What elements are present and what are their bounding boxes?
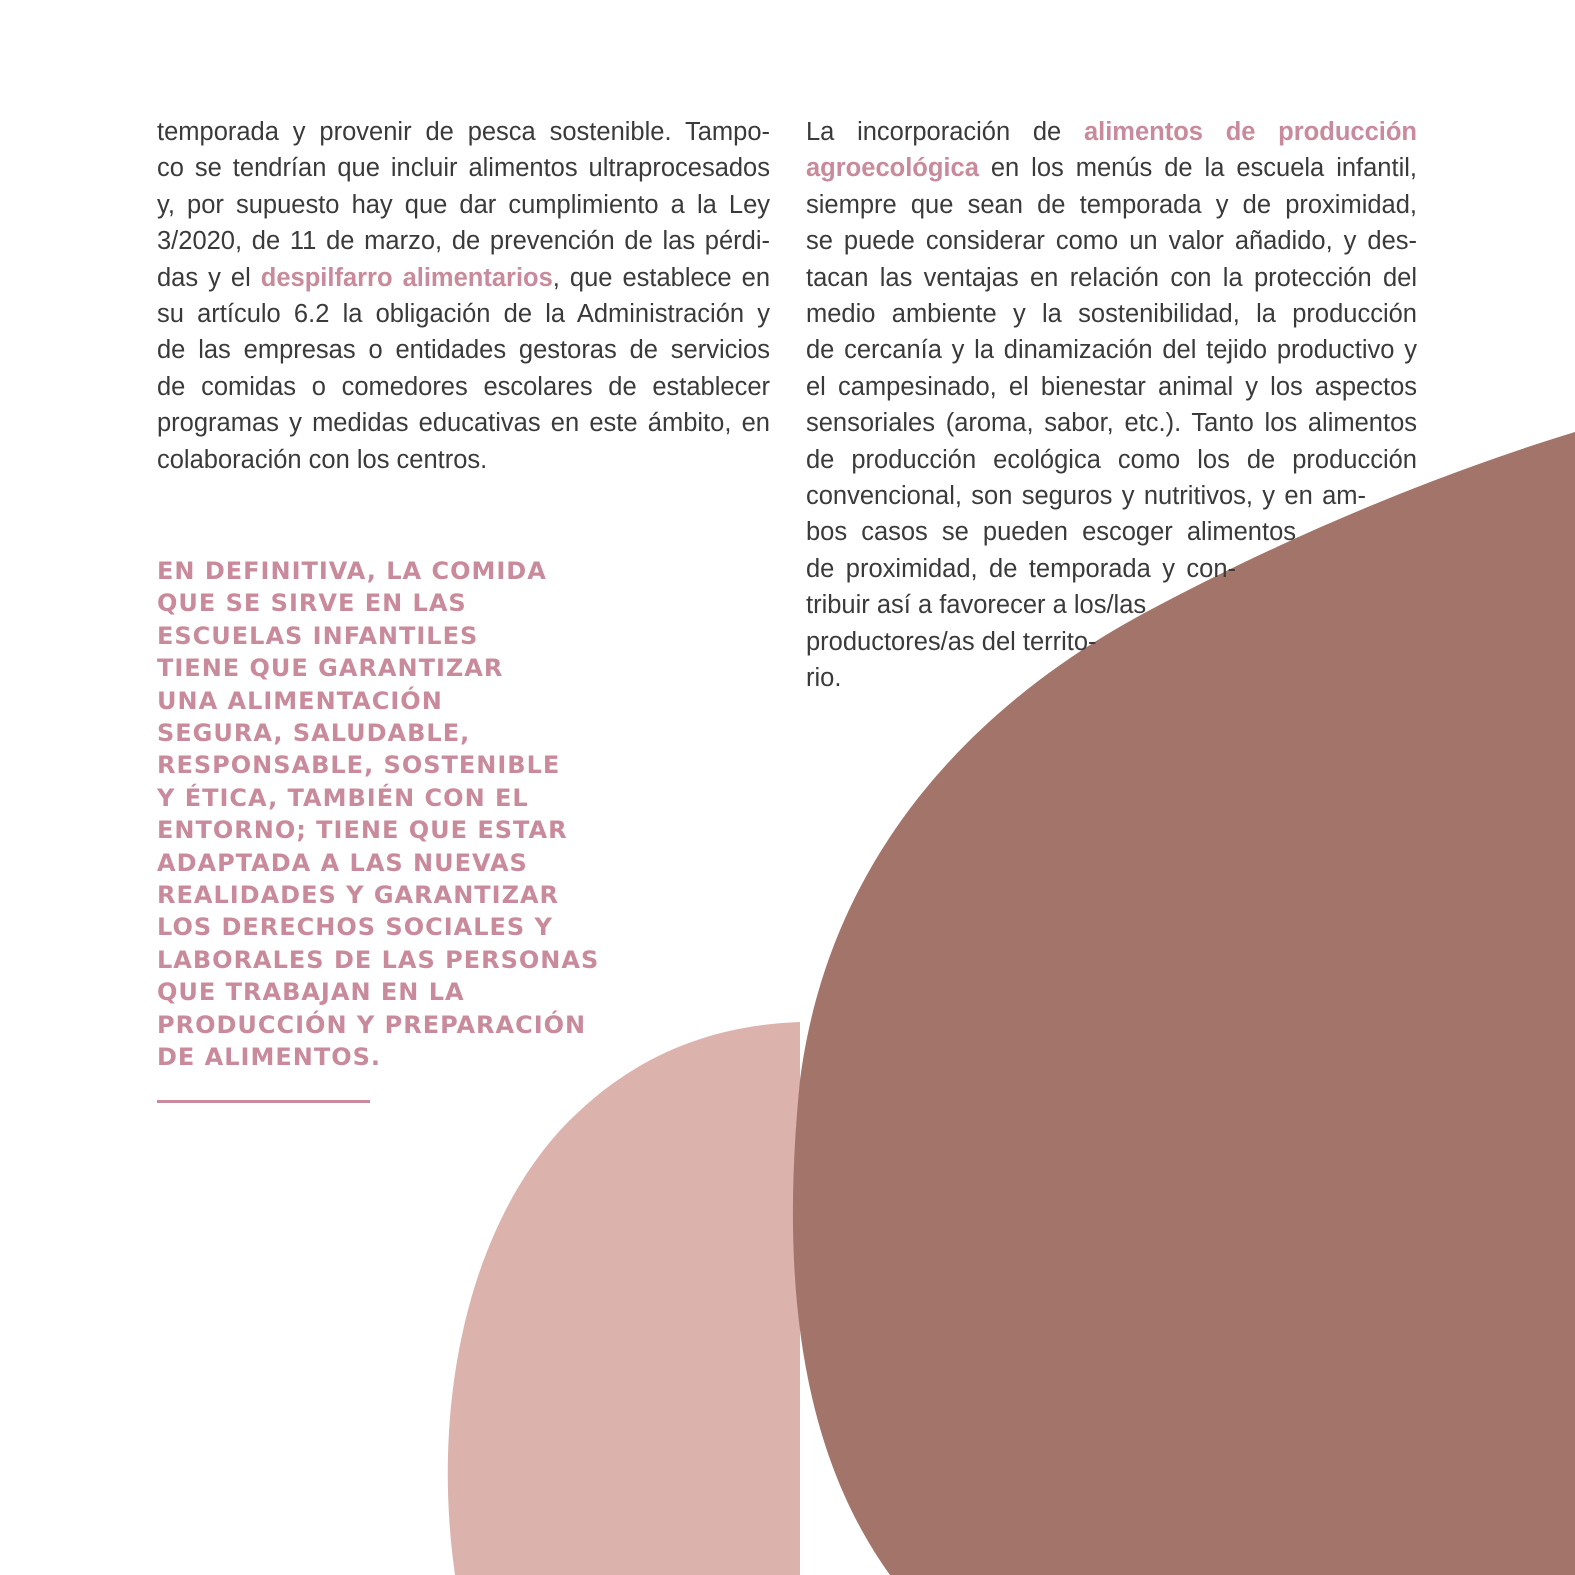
right-line-2-end: en los menús de la escuela infantil, bbox=[978, 154, 1417, 183]
pull-quote-line-2: QUE SE SIRVE EN LAS bbox=[157, 589, 467, 618]
right-line-1 bbox=[806, 114, 1417, 150]
right-line-11: convencional, son seguros y nutritivos, y en am- bbox=[806, 482, 1366, 511]
right-line-12: bos casos se pueden escoger alimentos bbox=[806, 518, 1296, 547]
left-line-3: y, por supuesto hay que dar cumplimiento a la Ley bbox=[157, 190, 770, 219]
right-line-10: de producción ecológica como los de producción bbox=[806, 445, 1417, 474]
pull-quote-line-16: DE ALIMENTOS. bbox=[157, 1043, 382, 1072]
left-line-5 bbox=[157, 260, 770, 296]
highlight-agroecologica: agroecológica bbox=[806, 154, 979, 183]
right-line-2 bbox=[806, 150, 1417, 186]
left-line-4: 3/2020, de 11 de marzo, de prevención de las pérdi- bbox=[157, 227, 770, 256]
right-line-6: medio ambiente y la sostenibilidad, la producción bbox=[806, 300, 1417, 329]
left-line-1: temporada y provenir de pesca sostenible. Tampo- bbox=[157, 118, 770, 146]
right-text-column bbox=[806, 114, 1417, 697]
left-line-7: de las empresas o entidades gestoras de servicios bbox=[157, 336, 770, 365]
left-text-column bbox=[157, 114, 770, 478]
left-line-9: programas y medidas educativas en este ámbito, en bbox=[157, 409, 770, 438]
left-line-8: de comidas o comedores escolares de establecer bbox=[157, 372, 770, 401]
highlight-despilfarro: despilfarro alimentarios bbox=[260, 263, 553, 292]
pull-quote-line-3: ESCUELAS INFANTILES bbox=[157, 621, 479, 650]
left-line-6: su artículo 6.2 la obligación de la Administración y bbox=[157, 300, 770, 329]
right-line-5: tacan las ventajas en relación con la protección del bbox=[806, 263, 1417, 292]
pull-quote-line-9: ENTORNO; TIENE QUE ESTAR bbox=[157, 816, 568, 845]
light-pink-blob bbox=[448, 1022, 800, 1575]
right-line-7: de cercanía y la dinamización del tejido productivo y bbox=[806, 336, 1417, 365]
pull-quote-line-11: REALIDADES Y GARANTIZAR bbox=[157, 881, 560, 910]
pull-quote-line-5: UNA ALIMENTACIÓN bbox=[157, 686, 443, 715]
right-line-16: rio. bbox=[806, 664, 842, 693]
left-line-5-end: , que establece en bbox=[552, 263, 770, 292]
pull-quote-line-15: PRODUCCIÓN Y PREPARACIÓN bbox=[157, 1010, 587, 1039]
pull-quote-line-1: EN DEFINITIVA, LA COMIDA bbox=[157, 557, 547, 585]
right-line-8: el campesinado, el bienestar animal y los aspectos bbox=[806, 372, 1417, 401]
right-line-4: se puede considerar como un valor añadido, y des- bbox=[806, 227, 1417, 256]
left-line-10: colaboración con los centros. bbox=[157, 445, 488, 474]
pull-quote-line-8: Y ÉTICA, TAMBIÉN CON EL bbox=[157, 783, 529, 812]
pull-quote-line-12: LOS DERECHOS SOCIALES Y bbox=[157, 913, 553, 942]
pull-quote-line-6: SEGURA, SALUDABLE, bbox=[157, 719, 471, 748]
right-line-13: de proximidad, de temporada y con- bbox=[806, 554, 1236, 583]
highlight-alimentos-produccion: alimentos de producción bbox=[1083, 118, 1417, 146]
left-line-5-start: das y el bbox=[157, 263, 261, 292]
pull-quote-line-10: ADAPTADA A LAS NUEVAS bbox=[157, 848, 528, 877]
pull-quote bbox=[157, 555, 600, 1074]
pull-quote-line-14: QUE TRABAJAN EN LA bbox=[157, 978, 465, 1007]
right-line-9: sensoriales (aroma, sabor, etc.). Tanto los alimentos bbox=[806, 409, 1417, 438]
pull-quote-underline bbox=[157, 1100, 370, 1103]
right-line-14: tribuir así a favorecer a los/las bbox=[806, 591, 1147, 620]
right-line-15: productores/as del territo- bbox=[806, 627, 1097, 656]
right-line-1-start: La incorporación de bbox=[806, 118, 1084, 146]
left-line-2: co se tendrían que incluir alimentos ultraprocesados bbox=[157, 154, 770, 183]
right-line-3: siempre que sean de temporada y de proximidad, bbox=[806, 190, 1417, 219]
pull-quote-line-4: TIENE QUE GARANTIZAR bbox=[157, 654, 504, 683]
pull-quote-line-13: LABORALES DE LAS PERSONAS bbox=[157, 945, 600, 974]
pull-quote-line-7: RESPONSABLE, SOSTENIBLE bbox=[157, 751, 561, 780]
